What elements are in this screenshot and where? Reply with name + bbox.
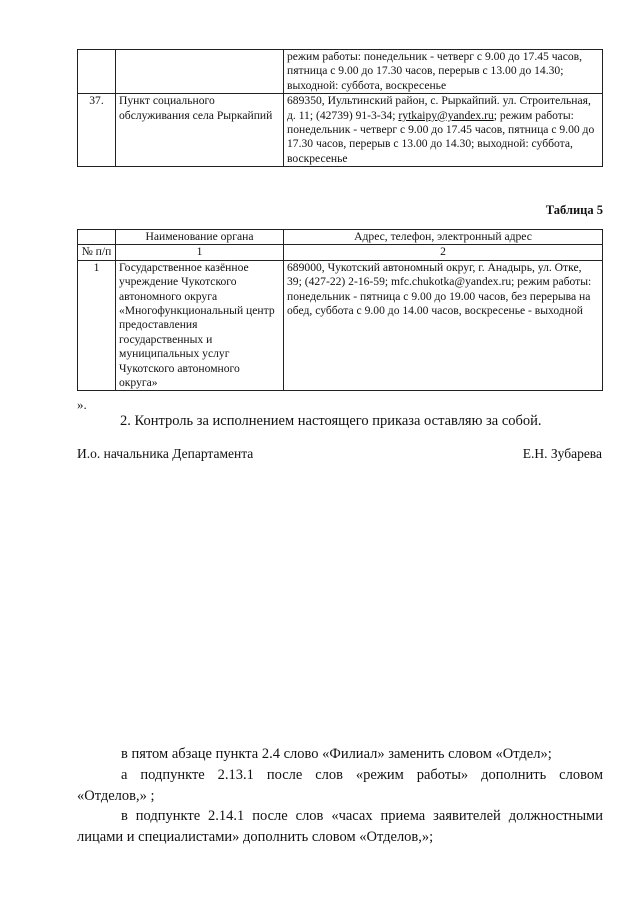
row-number: 37. — [78, 94, 116, 167]
paragraph-line: лицами и специалистами» дополнить словом «Отделов,»; — [77, 828, 434, 845]
address-text: 689350, Иультинский район, с. Рыркайпий. ул. Строительная, д. 11; (42739) 91-3-34; — [287, 94, 591, 122]
signatory-position: И.о. начальника Департамента — [77, 446, 254, 461]
table-cell-name — [116, 50, 284, 94]
schedule-text: ; режим работы: понедельник - четверг с 9.00 до 17.45 часов, пятница с 9.00 до 17.30 часов, перерыв с 13.00 до 14.30; выходной: суббота, воскресенье — [287, 108, 595, 165]
email-link[interactable]: rytkaipy@yandex.ru — [398, 108, 494, 122]
paragraph-2-14-1 — [77, 806, 603, 847]
closing-quote: ». — [77, 397, 87, 412]
organ-address: 689000, Чукотский автономный округ, г. Анадырь, ул. Отке, 39; (427-22) 2-16-59; mfc.chukotka@yandex.ru; режим работы: понедельник - пятница с 9.00 до 19.00 часов, без перерыва на обед, суббота с 9.00 до 14.00 часов, воскресенье - выходной — [284, 260, 603, 391]
table-caption: Таблица 5 — [545, 203, 603, 217]
table-cell-num — [78, 50, 116, 94]
header-col2: 2 — [284, 245, 603, 260]
table-cell-address: режим работы: понедельник - четверг с 9.00 до 17.45 часов, пятница с 9.00 до 17.30 часов, перерыв с 13.00 до 14.30; выходной: суббота, воскресенье — [284, 50, 603, 94]
paragraph-line: «Отделов,» ; — [77, 787, 155, 804]
row-number: 1 — [78, 260, 116, 391]
paragraph-line: а подпункте 2.13.1 после слов «режим работы» дополнить словом — [121, 767, 603, 783]
office-address — [284, 94, 603, 167]
control-paragraph: 2. Контроль за исполнением настоящего приказа оставляю за собой. — [120, 413, 542, 429]
header-empty-cell — [78, 230, 116, 245]
table-row — [78, 260, 603, 391]
table-header-row — [78, 230, 603, 245]
paragraph-text: в пятом абзаце пункта 2.4 слово «Филиал» заменить словом «Отдел»; — [121, 746, 552, 762]
header-address: Адрес, телефон, электронный адрес — [284, 230, 603, 245]
office-name: Пункт социального обслуживания села Рыркайпий — [116, 94, 284, 167]
signatory-name: Е.Н. Зубарева — [522, 446, 602, 461]
organ-name: Государственное казённое учреждение Чукотского автономного округа «Многофункциональный центр предоставления государственных и муниципальных услуг Чукотского автономного округа» — [116, 260, 284, 391]
paragraph-2-4 — [77, 744, 603, 765]
offices-table-continued — [77, 49, 603, 167]
header-num: № п/п — [78, 245, 116, 260]
header-col1: 1 — [116, 245, 284, 260]
table-5 — [77, 229, 603, 391]
header-name: Наименование органа — [116, 230, 284, 245]
table-row — [78, 50, 603, 94]
table-header-row — [78, 245, 603, 260]
paragraph-line: в подпункте 2.14.1 после слов «часах приема заявителей должностными — [121, 808, 603, 824]
table-row — [78, 94, 603, 167]
paragraph-2-13-1 — [77, 765, 603, 806]
